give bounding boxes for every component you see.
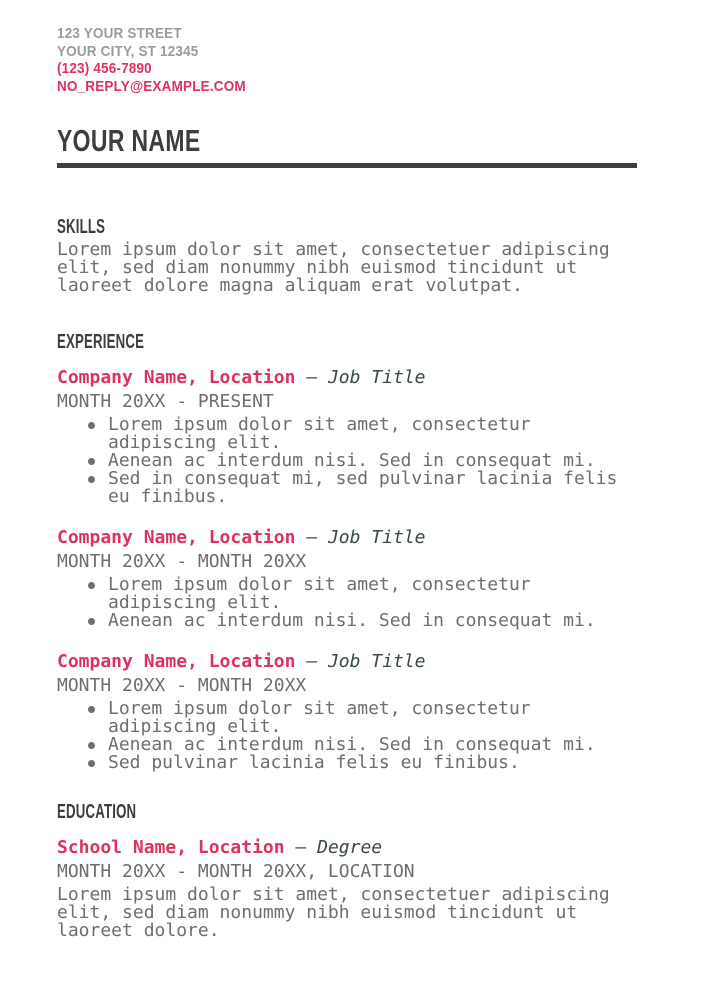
- address-line-2-text: YOUR CITY, ST 12345: [57, 42, 199, 60]
- entry-dates: MONTH 20XX - MONTH 20XX: [57, 675, 307, 696]
- experience-entry: [57, 526, 635, 630]
- education-section: [57, 798, 637, 940]
- bullet-item: Aenean ac interdum nisi. Sed in consequat mi.: [57, 452, 635, 470]
- education-heading-text: EDUCATION: [57, 801, 137, 823]
- job-title: Job Title: [327, 367, 426, 388]
- entry-dates: MONTH 20XX - PRESENT: [57, 391, 274, 412]
- em-dash: —: [295, 837, 307, 858]
- education-dates: MONTH 20XX - MONTH 20XX, LOCATION: [57, 861, 415, 882]
- address-line-2: [57, 42, 637, 60]
- experience-heading-text: EXPERIENCE: [57, 331, 145, 353]
- header-divider: [57, 163, 637, 168]
- company-name: Company Name, Location: [57, 527, 296, 548]
- address-line-1: [57, 24, 637, 42]
- email-text: NO_REPLY@EXAMPLE.COM: [57, 77, 246, 95]
- entry-bullet-list: [57, 700, 635, 772]
- bullet-item: Aenean ac interdum nisi. Sed in consequat mi.: [57, 736, 635, 754]
- company-line: [57, 526, 635, 550]
- degree: Degree: [317, 837, 383, 858]
- education-description: Lorem ipsum dolor sit amet, consectetuer adipiscing elit, sed diam nonummy nibh euismod tincidunt ut laoreet dolore.: [57, 884, 610, 941]
- education-entry: [57, 836, 635, 940]
- bullet-item: Sed in consequat mi, sed pulvinar lacinia felis eu finibus.: [57, 470, 635, 506]
- contact-block: [57, 24, 637, 94]
- phone-text: (123) 456-7890: [57, 60, 152, 77]
- experience-entry: [57, 650, 635, 772]
- experience-entry: [57, 366, 635, 506]
- page-title: [57, 120, 637, 160]
- bullet-item: Lorem ipsum dolor sit amet, consectetur adipiscing elit.: [57, 576, 635, 612]
- entry-bullet-list: [57, 576, 635, 630]
- bullet-item: Aenean ac interdum nisi. Sed in consequat mi.: [57, 612, 635, 630]
- entry-dates: MONTH 20XX - MONTH 20XX: [57, 551, 307, 572]
- bullet-item: Lorem ipsum dolor sit amet, consectetur adipiscing elit.: [57, 416, 635, 452]
- em-dash: —: [306, 527, 318, 548]
- company-name: Company Name, Location: [57, 651, 296, 672]
- skills-heading-text: SKILLS: [57, 216, 106, 238]
- company-line: [57, 650, 635, 674]
- education-heading: [57, 798, 637, 822]
- email-line: [57, 77, 637, 95]
- job-title: Job Title: [327, 651, 426, 672]
- em-dash: —: [306, 367, 318, 388]
- person-name: YOUR NAME: [57, 123, 201, 158]
- skills-heading: [57, 213, 637, 237]
- company-name: Company Name, Location: [57, 367, 296, 388]
- phone-line: [57, 59, 637, 77]
- job-title: Job Title: [327, 527, 426, 548]
- company-line: [57, 366, 635, 390]
- entry-bullet-list: [57, 416, 635, 506]
- skills-section: [57, 213, 637, 295]
- school-line: [57, 836, 635, 860]
- experience-section: [57, 328, 637, 772]
- bullet-item: Sed pulvinar lacinia felis eu finibus.: [57, 754, 635, 772]
- bullet-item: Lorem ipsum dolor sit amet, consectetur adipiscing elit.: [57, 700, 635, 736]
- skills-paragraph: Lorem ipsum dolor sit amet, consectetuer adipiscing elit, sed diam nonummy nibh euismod tincidunt ut laoreet dolore magna aliquam erat volutpat.: [57, 239, 610, 296]
- em-dash: —: [306, 651, 318, 672]
- school-name: School Name, Location: [57, 837, 285, 858]
- experience-heading: [57, 328, 637, 352]
- address-line-1-text: 123 YOUR STREET: [57, 25, 182, 42]
